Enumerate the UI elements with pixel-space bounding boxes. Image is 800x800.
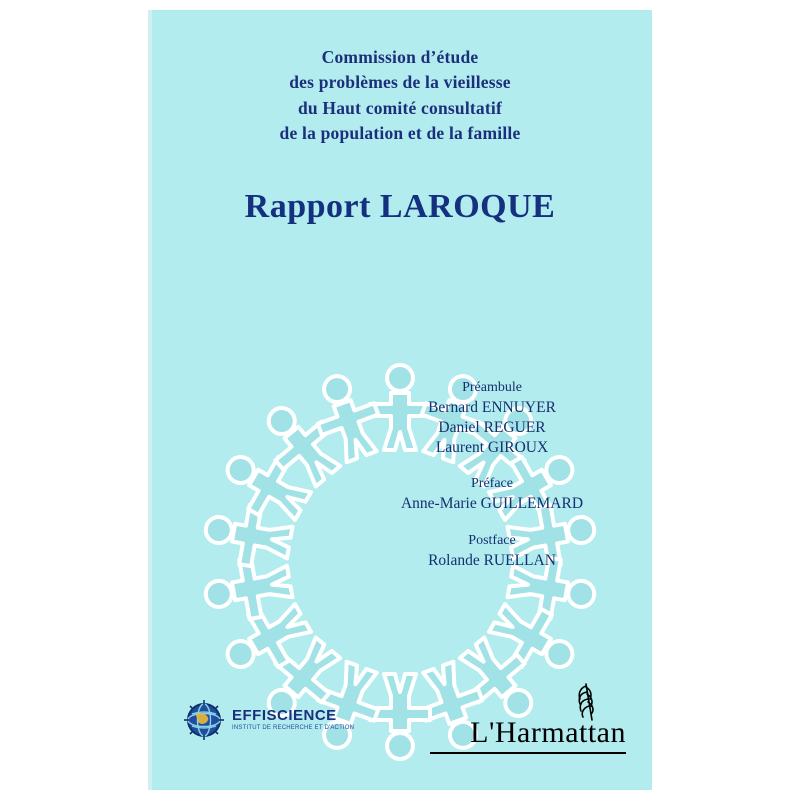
credit-group-postface [362, 533, 622, 571]
credit-author: Anne-Marie GUILLEMARD [400, 495, 584, 513]
headline-line-4: de la population et de la famille [279, 123, 521, 144]
publisher-name: L'Harmattan [470, 716, 626, 749]
credit-role: Préambule [462, 380, 522, 395]
partner-subtitle: INSTITUT DE RECHERCHE ET D'ACTION [232, 725, 355, 732]
headline-line-2: des problèmes de la vieillesse [289, 72, 511, 93]
credit-author: Rolande RUELLAN [428, 551, 556, 569]
publisher-logo [426, 684, 626, 756]
globe-icon [182, 698, 226, 742]
partner-logo-text [232, 707, 354, 733]
headline-line-1: Commission d’étude [321, 47, 479, 67]
headline-line-3: du Haut comité consultatif [297, 97, 502, 118]
credit-role: Préface [471, 476, 513, 492]
cover-headline [148, 45, 652, 147]
credit-author: Bernard ENNUYER [428, 399, 556, 416]
credits-block [362, 380, 622, 589]
credit-group-preface [362, 476, 622, 514]
credit-author: Laurent GIROUX [435, 439, 549, 457]
book-title: Rapport LAROQUE [244, 188, 556, 225]
credit-author: Daniel REGUER [438, 419, 546, 437]
book-cover [148, 10, 652, 790]
credit-group-preambule [362, 380, 622, 458]
publisher-underline [430, 752, 626, 754]
partner-logo [182, 692, 382, 748]
credit-role: Postface [468, 532, 516, 548]
partner-name: EFFISCIENCE [232, 707, 337, 725]
